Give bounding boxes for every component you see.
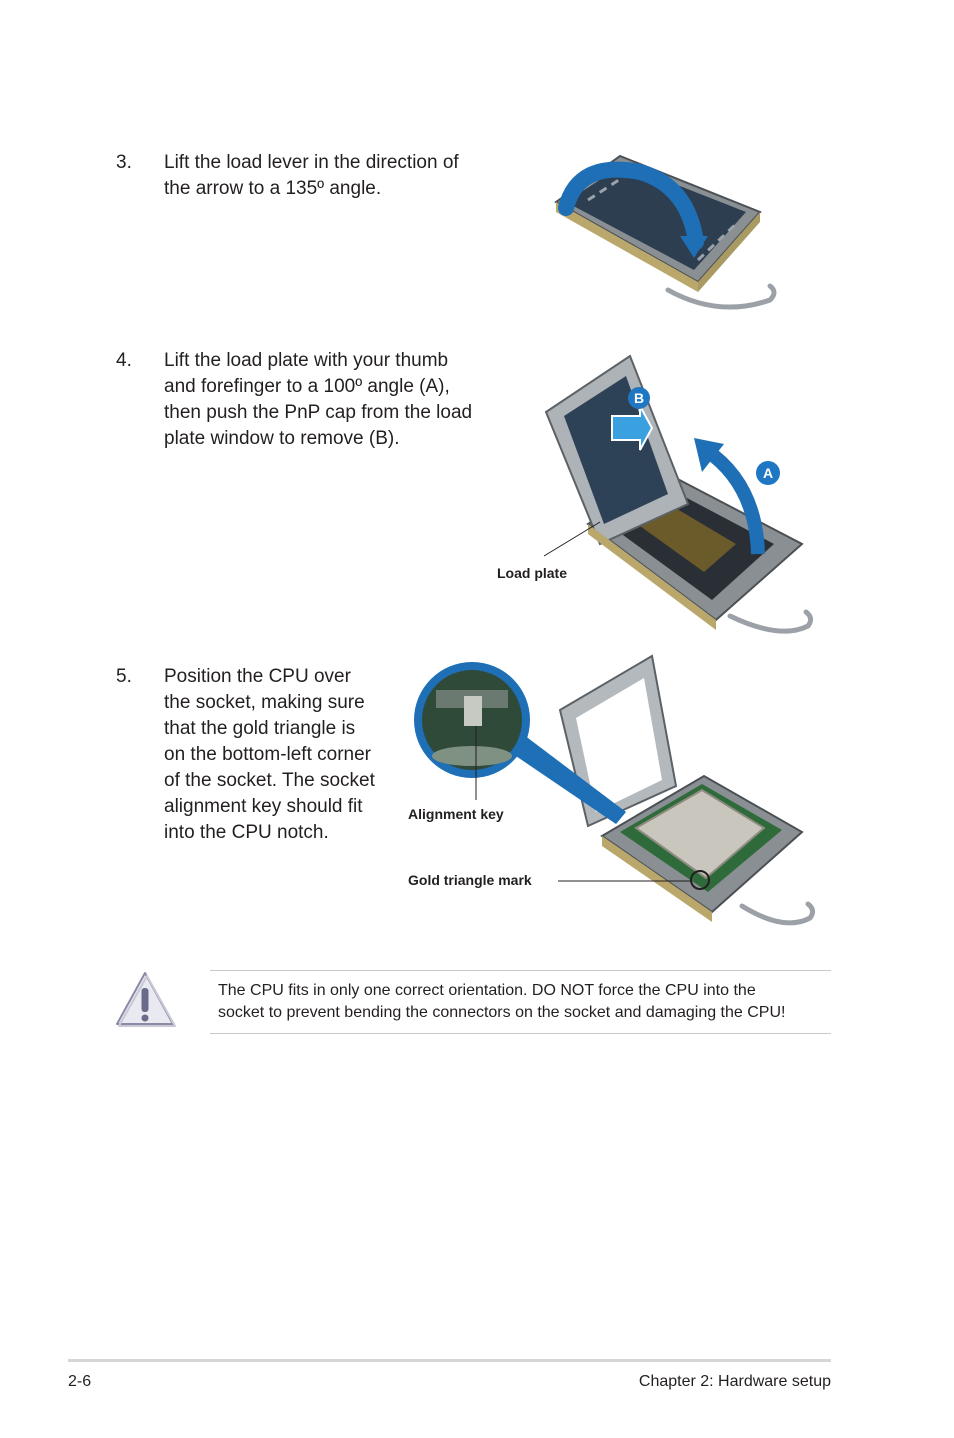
footer-rule — [68, 1359, 831, 1362]
step-number: 5. — [116, 666, 132, 687]
badge-a: A — [762, 465, 774, 481]
callout-load-plate: Load plate — [497, 565, 568, 581]
step-text: Position the CPU over the socket, making sure that the gold triangle is on the bottom-left corner of the socket. The socket alignment key should fit into the CPU notch. — [164, 666, 375, 843]
step-3 — [116, 150, 496, 206]
step-number: 3. — [116, 152, 132, 173]
warning-triangle-icon — [114, 970, 176, 1028]
callout-gold-triangle-mark: Gold triangle mark — [408, 872, 532, 888]
page-number: 2-6 — [68, 1373, 92, 1390]
caution-note-text: The CPU fits in only one correct orientation. DO NOT force the CPU into the socket to prevent bending the connectors on the socket and damaging the CPU! — [218, 982, 786, 1021]
chapter-title: Chapter 2: Hardware setup — [638, 1373, 831, 1390]
step-number: 4. — [116, 350, 132, 371]
step-text: Lift the load lever in the direction of the arrow to a 135º angle. — [164, 152, 459, 199]
badge-b: B — [633, 390, 645, 406]
step-5 — [116, 664, 416, 850]
step-4 — [116, 348, 496, 456]
note-top-rule — [210, 970, 831, 971]
callout-alignment-key: Alignment key — [408, 806, 504, 822]
step-text: Lift the load plate with your thumb and forefinger to a 100º angle (A), then push the PnP cap from the load plate window to remove (B). — [164, 350, 473, 449]
note-bottom-rule — [210, 1033, 831, 1034]
cpu-placement-illustration — [412, 656, 816, 932]
socket-lever-illustration — [548, 150, 778, 318]
load-plate-illustration — [540, 354, 815, 640]
